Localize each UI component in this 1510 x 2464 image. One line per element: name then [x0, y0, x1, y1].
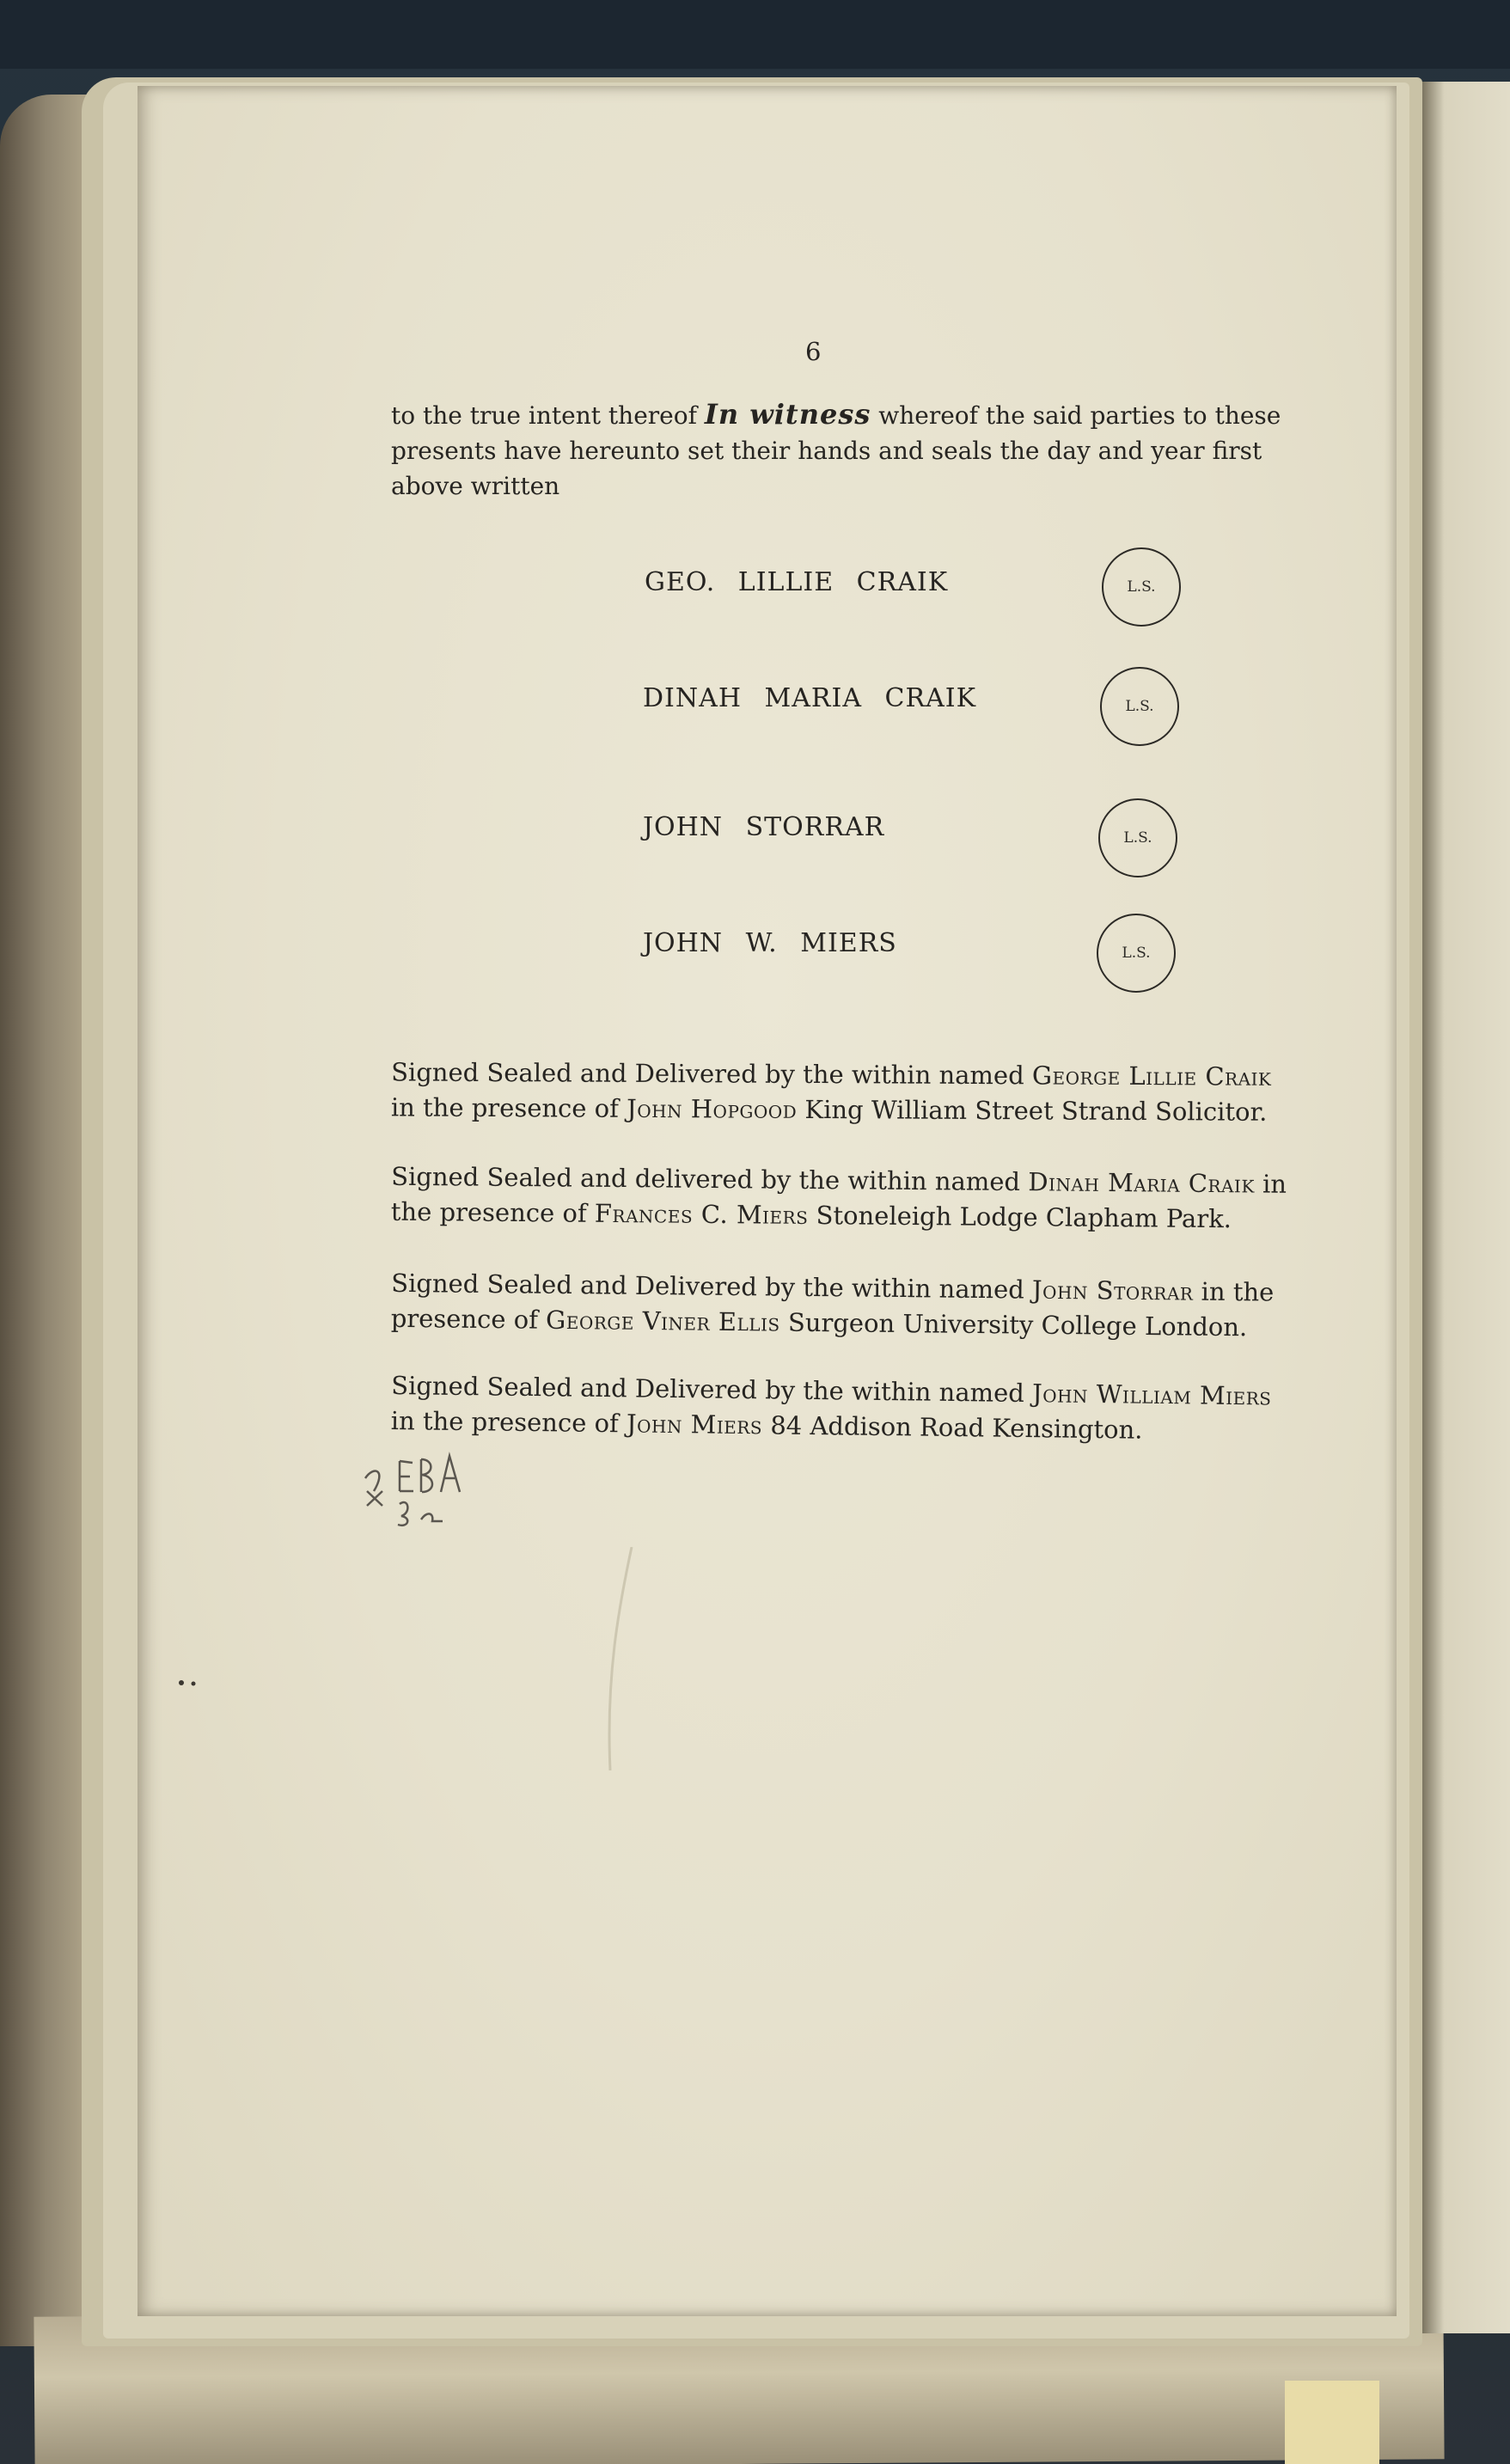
attestation-text: Signed Sealed and Delivered by the within named — [391, 1057, 1024, 1091]
attestation-text: in — [1262, 1169, 1287, 1199]
attestation-line — [391, 1195, 1238, 1238]
pencil-annotation — [348, 1444, 477, 1538]
seal-circle: L.S. — [1100, 667, 1179, 746]
attestation-text: Stoneleigh Lodge Clapham Park. — [816, 1201, 1232, 1234]
paper-slip — [1285, 2381, 1379, 2464]
attestation-text: Signed Sealed and Delivered by the within named — [391, 1370, 1025, 1408]
attestation-text: in the presence of — [390, 1405, 619, 1439]
witness-smallcaps: George Viner Ellis — [545, 1305, 780, 1337]
book-cover — [0, 0, 1510, 69]
attestation-text: the presence of — [390, 1196, 587, 1228]
attestation-clause — [390, 1055, 1272, 1129]
seal-circle: L.S. — [1098, 798, 1177, 877]
witness-smallcaps: John Miers — [626, 1409, 763, 1440]
page-number: 6 — [805, 337, 822, 366]
witness-line: presents have hereunto set their hands and seals the day and year first — [391, 437, 1262, 465]
attestation-line — [390, 1090, 1268, 1129]
attestation-text: presence of — [390, 1303, 539, 1335]
attestation-clause — [390, 1159, 1287, 1238]
attestation-text: Signed Sealed and Delivered by the within named — [391, 1268, 1024, 1305]
witness-line: above written — [391, 472, 560, 500]
signatory-name: JOHN STORRAR — [643, 812, 885, 842]
ink-dots — [176, 1676, 202, 1690]
paper-crease — [593, 1547, 645, 1770]
seal-circle: L.S. — [1097, 914, 1176, 993]
signatory-smallcaps: George Lillie Craik — [1031, 1061, 1272, 1091]
facing-page-edge — [1422, 82, 1510, 2333]
attestation-text: in the — [1201, 1276, 1275, 1307]
signatory-smallcaps: John William Miers — [1031, 1379, 1272, 1411]
attestation-text: Signed Sealed and delivered by the within named — [391, 1161, 1021, 1197]
witness-smallcaps: Frances C. Miers — [594, 1198, 809, 1230]
witness-text: whereof the said parties to these — [878, 401, 1281, 430]
witness-text: to the true intent thereof — [391, 401, 697, 430]
attestation-text: King William Street Strand Solicitor. — [804, 1094, 1268, 1127]
attestation-line — [391, 1055, 1272, 1094]
witness-smallcaps: John Hopgood — [627, 1093, 798, 1124]
in-witness-blackletter: In witness — [704, 398, 871, 431]
signatory-name: DINAH MARIA CRAIK — [643, 683, 977, 713]
signatory-smallcaps: John Storrar — [1031, 1275, 1194, 1306]
witness-clause — [391, 397, 1281, 504]
witness-line — [391, 397, 1281, 433]
signatory-name: GEO. LILLIE CRAIK — [645, 567, 949, 597]
attestation-text: Surgeon University College London. — [787, 1307, 1248, 1342]
signatory-smallcaps: Dinah Maria Craik — [1028, 1167, 1255, 1199]
attestation-clause — [390, 1266, 1275, 1345]
attestation-text: in the presence of — [390, 1092, 620, 1123]
attestation-text: 84 Addison Road Kensington. — [770, 1410, 1143, 1445]
seal-circle: L.S. — [1102, 547, 1181, 627]
attestation-clause — [390, 1368, 1272, 1449]
signatory-name: JOHN W. MIERS — [643, 928, 897, 958]
